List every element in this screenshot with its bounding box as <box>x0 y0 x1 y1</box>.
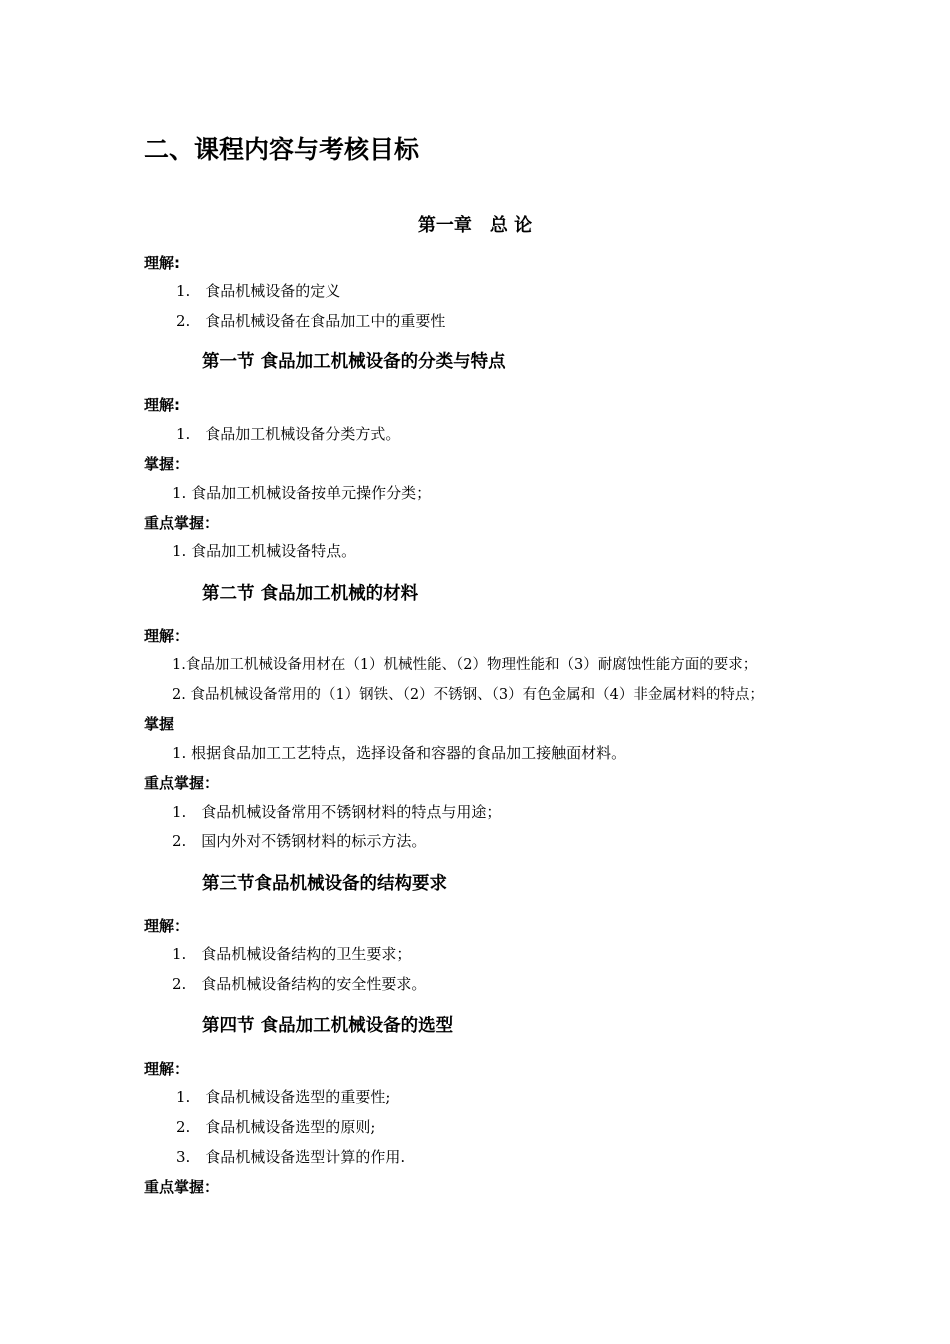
list-item: 3. 食品机械设备选型计算的作用. <box>176 1148 406 1166</box>
list-item: 2. 食品机械设备常用的（1）钢铁、（2）不锈钢、（3）有色金属和（4）非金属材料的特点； <box>172 687 764 703</box>
key-master-label: 重点掌握： <box>144 774 220 792</box>
list-item: 1.食品加工机械设备用材在（1）机械性能、（2）物理性能和（3）耐腐蚀性能方面的要求； <box>172 657 758 673</box>
understand-label: 理解: <box>144 254 180 272</box>
understand-label: 理解： <box>144 1060 190 1078</box>
document-title: 二、课程内容与考核目标 <box>144 135 420 164</box>
list-item: 1. 根据食品加工工艺特点，选择设备和容器的食品加工接触面材料。 <box>172 744 627 762</box>
list-item: 1. 食品加工机械设备按单元操作分类； <box>172 484 432 502</box>
section-title: 第三节食品机械设备的结构要求 <box>202 874 447 894</box>
understand-label: 理解： <box>144 917 190 935</box>
list-item: 2. 国内外对不锈钢材料的标示方法。 <box>172 832 427 850</box>
section-title: 第一节 食品加工机械设备的分类与特点 <box>202 352 506 372</box>
understand-label: 理解： <box>144 627 190 645</box>
list-item: 1. 食品机械设备的定义 <box>176 282 341 300</box>
list-item: 1. 食品机械设备常用不锈钢材料的特点与用途； <box>172 803 502 821</box>
list-item: 1. 食品机械设备选型的重要性; <box>176 1088 391 1106</box>
section-title: 第四节 食品加工机械设备的选型 <box>202 1016 454 1036</box>
understand-label: 理解: <box>144 396 180 414</box>
key-master-label: 重点掌握： <box>144 514 220 532</box>
section-title: 第二节 食品加工机械的材料 <box>202 584 419 604</box>
master-label: 掌握 <box>144 715 175 733</box>
list-item: 2. 食品机械设备结构的安全性要求。 <box>172 975 427 993</box>
list-item: 1. 食品机械设备结构的卫生要求； <box>172 945 412 963</box>
list-item: 1. 食品加工机械设备特点。 <box>172 542 357 560</box>
key-master-label: 重点掌握： <box>144 1178 220 1196</box>
master-label: 掌握： <box>144 455 190 473</box>
chapter-title: 第一章 总 论 <box>417 215 533 236</box>
list-item: 1. 食品加工机械设备分类方式。 <box>176 425 401 443</box>
list-item: 2. 食品机械设备在食品加工中的重要性 <box>176 312 446 330</box>
list-item: 2. 食品机械设备选型的原则; <box>176 1118 376 1136</box>
